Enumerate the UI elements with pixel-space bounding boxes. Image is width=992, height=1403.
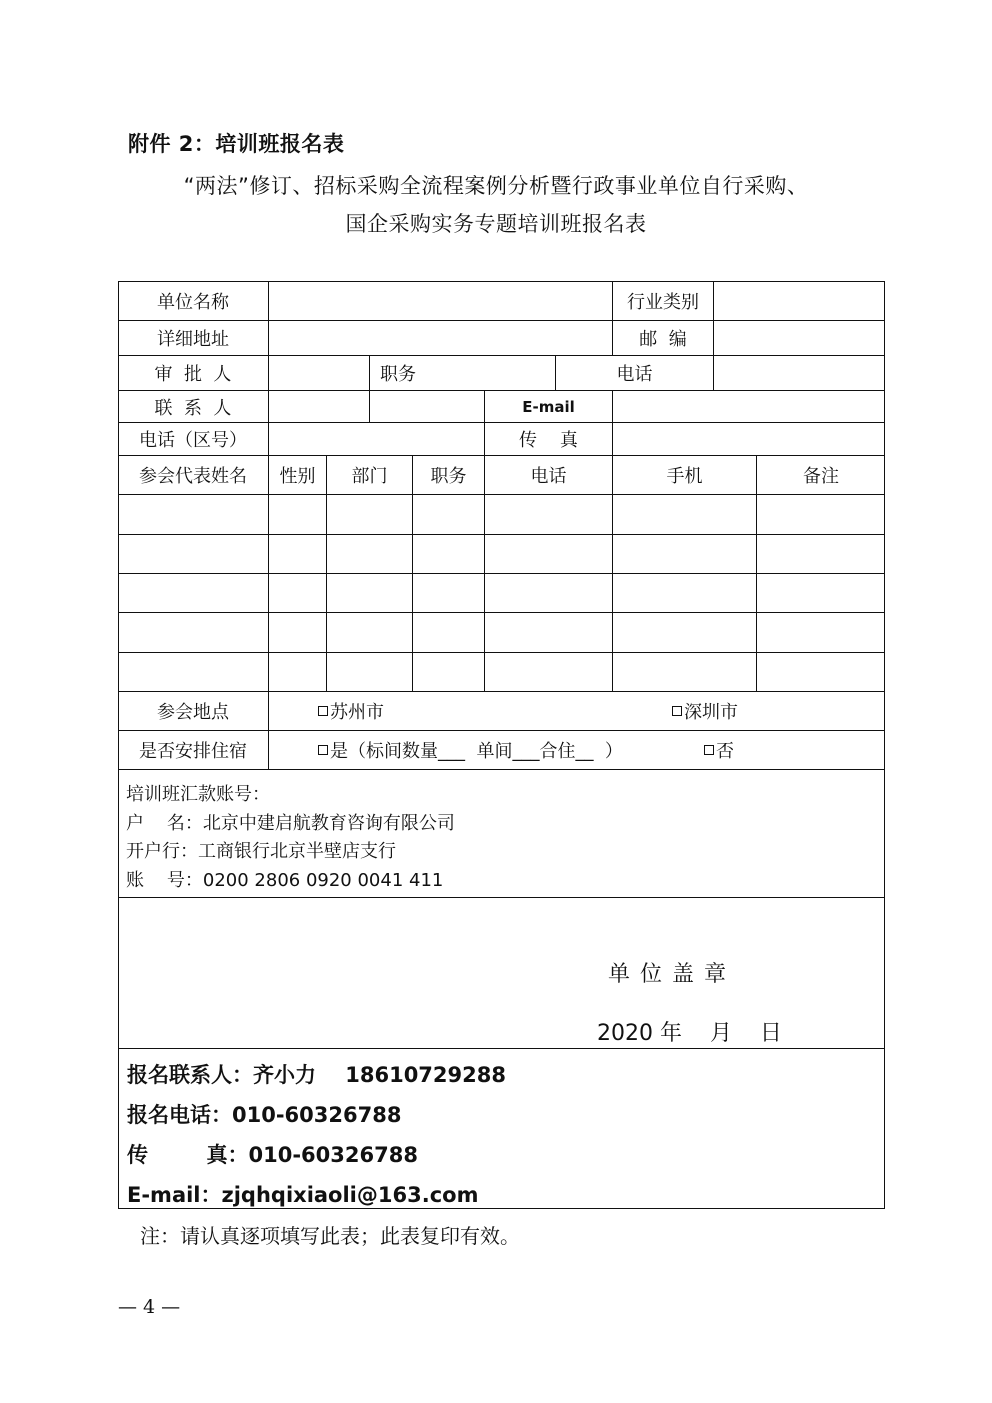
contact-extra-field[interactable] bbox=[371, 392, 483, 421]
contact-field[interactable] bbox=[270, 392, 368, 421]
column-header-position: 职务 bbox=[430, 466, 467, 487]
venue-label: 参会地点 bbox=[157, 702, 229, 723]
position-label: 职务 bbox=[380, 364, 416, 385]
column-header-remarks: 备注 bbox=[803, 466, 839, 487]
column-header-name: 参会代表姓名 bbox=[139, 466, 247, 487]
checkbox-icon[interactable] bbox=[318, 745, 328, 755]
postcode-label: 邮 编 bbox=[639, 329, 687, 350]
address-field[interactable] bbox=[270, 322, 611, 354]
email-field[interactable] bbox=[614, 392, 883, 421]
phone-area-field[interactable] bbox=[270, 424, 483, 454]
venue-option-suzhou[interactable] bbox=[318, 692, 384, 730]
row-divider bbox=[118, 897, 885, 898]
lodging-label: 是否安排住宿 bbox=[139, 741, 247, 762]
venue-option-label: 深圳市 bbox=[684, 702, 738, 723]
venue-option-shenzhen[interactable] bbox=[672, 692, 738, 730]
bank-account-heading: 培训班汇款账号： bbox=[126, 784, 270, 805]
attendee-row[interactable] bbox=[120, 536, 883, 572]
lodging-option-no[interactable] bbox=[704, 731, 734, 769]
page-number: — 4 — bbox=[118, 1296, 181, 1318]
attendee-row[interactable] bbox=[120, 496, 883, 533]
row-divider bbox=[118, 1048, 885, 1049]
approver-field[interactable] bbox=[270, 357, 368, 389]
checkbox-icon[interactable] bbox=[318, 706, 328, 716]
email-label: E-mail bbox=[522, 397, 575, 416]
unit-name-label: 单位名称 bbox=[157, 292, 229, 313]
checkbox-icon[interactable] bbox=[672, 706, 682, 716]
page-title-line-2: 国企采购实务专题培训班报名表 bbox=[345, 212, 647, 236]
phone-label: 电话 bbox=[616, 364, 653, 385]
checkbox-icon[interactable] bbox=[704, 745, 714, 755]
fax-label: 传 真 bbox=[519, 430, 578, 451]
unit-seal-label: 单位盖章 bbox=[608, 962, 737, 987]
page-title-line-1: “两法”修订、招标采购全流程案例分析暨行政事业单位自行采购、 bbox=[183, 174, 809, 198]
bank-account-name: 户 名：北京中建启航教育咨询有限公司 bbox=[126, 813, 455, 834]
lodging-no-label: 否 bbox=[716, 741, 734, 762]
postcode-field[interactable] bbox=[715, 322, 883, 354]
address-label: 详细地址 bbox=[157, 329, 229, 350]
unit-name-field[interactable] bbox=[270, 283, 611, 319]
registration-fax: 传 真：010-60326788 bbox=[127, 1143, 418, 1167]
industry-label: 行业类别 bbox=[627, 292, 699, 313]
column-header-phone: 电话 bbox=[530, 466, 567, 487]
industry-field[interactable] bbox=[715, 283, 883, 319]
position-field[interactable] bbox=[432, 357, 554, 389]
contact-label: 联 系 人 bbox=[154, 397, 232, 419]
approver-label: 审 批 人 bbox=[154, 364, 232, 385]
sign-date: 2020 年 月 日 bbox=[597, 1021, 782, 1046]
phone-field[interactable] bbox=[715, 357, 883, 389]
lodging-option-yes[interactable] bbox=[318, 731, 623, 769]
fax-field[interactable] bbox=[614, 424, 883, 454]
bank-account-number: 账 号：0200 2806 0920 0041 411 bbox=[126, 870, 444, 891]
column-header-mobile: 手机 bbox=[666, 466, 703, 487]
attendee-row[interactable] bbox=[120, 575, 883, 611]
attendee-row[interactable] bbox=[120, 614, 883, 651]
lodging-yes-label: 是（标间数量___ 单间___合住__ ） bbox=[330, 741, 623, 762]
attachment-title: 附件 2：培训班报名表 bbox=[128, 132, 345, 156]
phone-area-label: 电话（区号） bbox=[139, 430, 247, 451]
registration-email: E-mail：zjqhqixiaoli@163.com bbox=[127, 1183, 479, 1207]
venue-option-label: 苏州市 bbox=[330, 702, 384, 723]
bank-name: 开户行：工商银行北京半壁店支行 bbox=[126, 841, 396, 862]
column-header-department: 部门 bbox=[351, 466, 388, 487]
column-header-gender: 性别 bbox=[279, 466, 316, 487]
registration-contact: 报名联系人：齐小力 18610729288 bbox=[127, 1063, 506, 1087]
row-divider bbox=[118, 769, 885, 770]
registration-phone: 报名电话：010-60326788 bbox=[127, 1103, 402, 1127]
attendee-row[interactable] bbox=[120, 654, 883, 690]
form-note: 注：请认真逐项填写此表；此表复印有效。 bbox=[140, 1224, 520, 1248]
